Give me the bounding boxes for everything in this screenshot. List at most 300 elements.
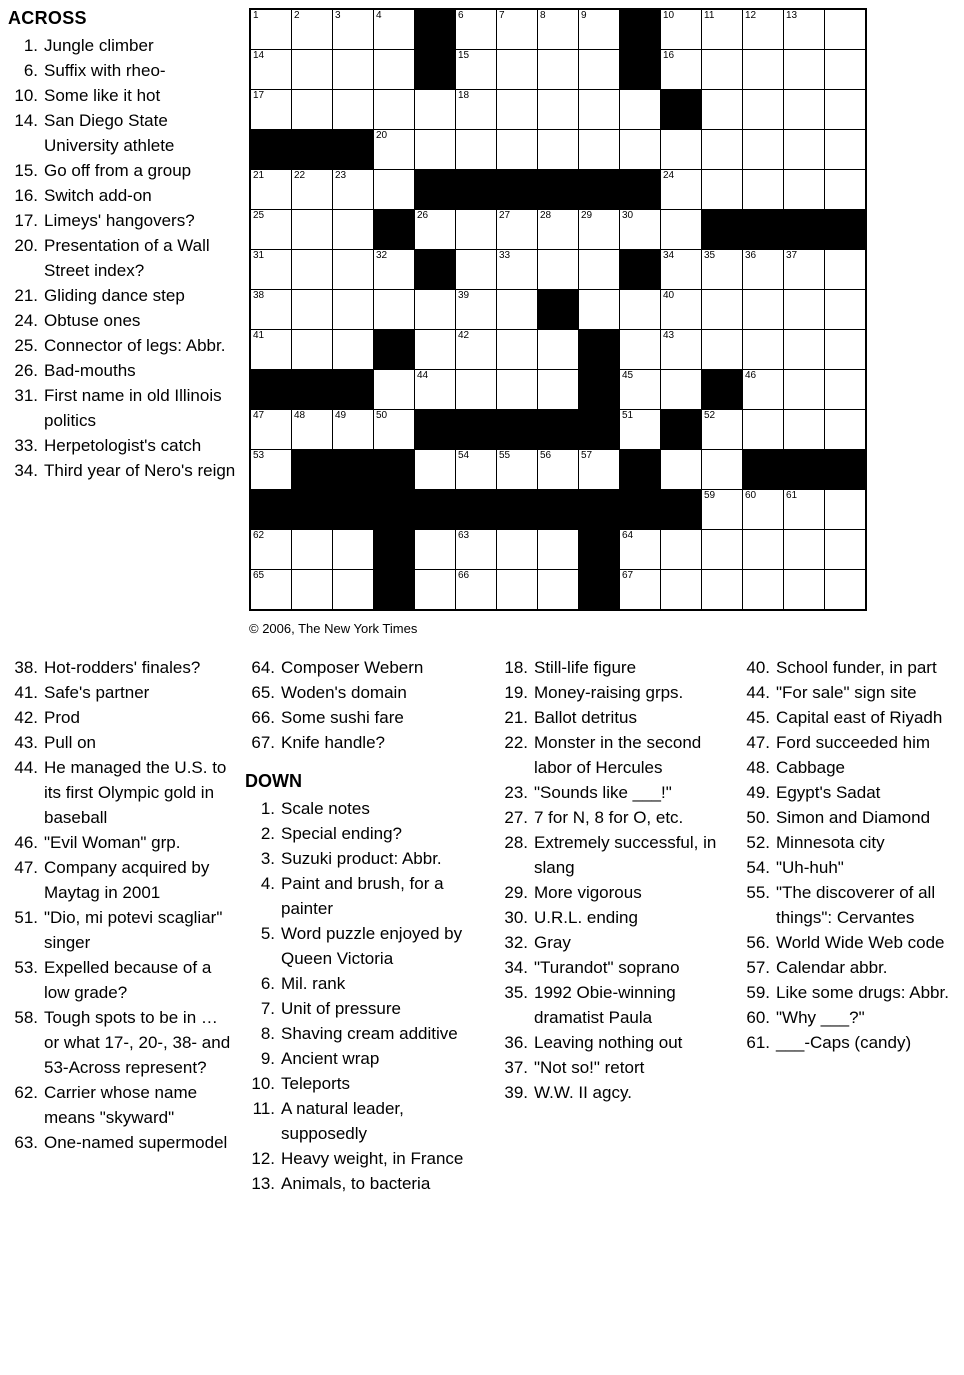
clue-item (8, 183, 236, 208)
grid-cell[interactable] (538, 330, 579, 370)
grid-cell-number: 43 (663, 330, 675, 341)
clue-number: 45. (746, 708, 770, 727)
grid-cell[interactable] (333, 9, 374, 50)
grid-cell[interactable] (702, 9, 743, 50)
grid-cell[interactable] (825, 130, 867, 170)
crossword-grid-table[interactable] (249, 8, 867, 611)
grid-cell[interactable] (661, 9, 702, 50)
grid-cell[interactable] (825, 90, 867, 130)
clue-text: Presentation of a Wall Street index? (44, 236, 210, 280)
grid-cell-block (497, 490, 538, 530)
grid-cell[interactable] (784, 290, 825, 330)
grid-row (250, 210, 866, 250)
clue-number: 11. (252, 1099, 275, 1118)
clue-number: 17. (14, 211, 38, 230)
clue-column-4 (740, 655, 960, 1055)
grid-cell[interactable] (620, 370, 661, 410)
grid-cell[interactable] (579, 450, 620, 490)
grid-cell[interactable] (702, 130, 743, 170)
grid-cell[interactable] (661, 210, 702, 250)
grid-cell[interactable] (292, 330, 333, 370)
grid-cell[interactable] (784, 250, 825, 290)
grid-cell[interactable] (620, 530, 661, 570)
grid-cell[interactable] (374, 9, 415, 50)
grid-cell[interactable] (250, 210, 292, 250)
grid-cell[interactable] (374, 170, 415, 210)
clue-item (498, 805, 728, 830)
grid-cell[interactable] (661, 530, 702, 570)
clue-number: 14. (14, 111, 38, 130)
grid-cell[interactable] (620, 570, 661, 611)
grid-cell[interactable] (456, 9, 497, 50)
clue-column-2 (245, 655, 467, 1196)
grid-cell-block (374, 570, 415, 611)
grid-cell[interactable] (825, 170, 867, 210)
grid-cell[interactable] (702, 530, 743, 570)
clue-text: W.W. II agcy. (534, 1083, 632, 1102)
grid-cell[interactable] (825, 9, 867, 50)
clue-item (245, 655, 467, 680)
grid-cell-number: 51 (622, 410, 634, 421)
grid-cell-block (620, 250, 661, 290)
grid-cell-block (620, 170, 661, 210)
grid-cell[interactable] (784, 330, 825, 370)
clue-number: 41. (14, 683, 38, 702)
grid-cell[interactable] (702, 290, 743, 330)
grid-cell-block (497, 410, 538, 450)
grid-cell[interactable] (661, 370, 702, 410)
grid-cell[interactable] (250, 570, 292, 611)
grid-cell[interactable] (333, 250, 374, 290)
grid-cell-block (456, 490, 497, 530)
clue-item (8, 730, 236, 755)
clue-item (740, 730, 960, 755)
clue-number: 1. (23, 36, 38, 55)
grid-cell[interactable] (743, 530, 784, 570)
grid-cell-number: 38 (253, 290, 265, 301)
clue-item (740, 855, 960, 880)
grid-cell[interactable] (250, 450, 292, 490)
clue-text: Suzuki product: Abbr. (281, 849, 442, 868)
grid-cell[interactable] (538, 90, 579, 130)
grid-cell[interactable] (456, 330, 497, 370)
grid-cell[interactable] (374, 250, 415, 290)
grid-cell[interactable] (415, 530, 456, 570)
grid-cell[interactable] (743, 250, 784, 290)
clue-number: 22. (504, 733, 528, 752)
grid-cell[interactable] (415, 290, 456, 330)
grid-cell[interactable] (579, 9, 620, 50)
grid-cell[interactable] (661, 170, 702, 210)
clue-number: 61. (746, 1033, 770, 1052)
clue-item (8, 108, 236, 158)
grid-cell-number: 23 (335, 170, 347, 181)
grid-cell[interactable] (538, 9, 579, 50)
grid-cell[interactable] (497, 330, 538, 370)
grid-cell-number: 37 (786, 250, 798, 261)
grid-cell[interactable] (620, 330, 661, 370)
grid-cell[interactable] (538, 570, 579, 611)
grid-cell[interactable] (743, 570, 784, 611)
grid-cell-number: 6 (458, 10, 464, 21)
clue-text: San Diego State University athlete (44, 111, 175, 155)
clue-text: Still-life figure (534, 658, 637, 677)
grid-cell[interactable] (538, 450, 579, 490)
grid-cell[interactable] (825, 410, 867, 450)
grid-cell[interactable] (415, 330, 456, 370)
grid-cell[interactable] (374, 410, 415, 450)
grid-cell[interactable] (702, 490, 743, 530)
grid-cell-number: 63 (458, 530, 470, 541)
grid-cell[interactable] (250, 50, 292, 90)
grid-cell[interactable] (250, 410, 292, 450)
grid-cell[interactable] (579, 50, 620, 90)
grid-cell[interactable] (620, 290, 661, 330)
grid-cell[interactable] (579, 210, 620, 250)
clue-text: Jungle climber (44, 36, 154, 55)
grid-cell[interactable] (333, 410, 374, 450)
clue-text: School funder, in part (776, 658, 937, 677)
clue-text: Gray (534, 933, 571, 952)
grid-cell[interactable] (456, 210, 497, 250)
grid-cell[interactable] (784, 410, 825, 450)
grid-cell[interactable] (743, 130, 784, 170)
grid-cell[interactable] (497, 90, 538, 130)
grid-cell-number: 4 (376, 10, 382, 21)
grid-row (250, 250, 866, 290)
grid-cell[interactable] (538, 370, 579, 410)
clue-number: 34. (14, 461, 38, 480)
clue-text: "Dio, mi potevi scagliar" singer (44, 908, 223, 952)
grid-cell[interactable] (743, 170, 784, 210)
grid-cell[interactable] (292, 250, 333, 290)
grid-cell[interactable] (497, 530, 538, 570)
grid-row (250, 490, 866, 530)
grid-cell[interactable] (702, 250, 743, 290)
clue-number: 54. (746, 858, 770, 877)
clue-text: Ballot detritus (534, 708, 637, 727)
grid-cell[interactable] (620, 210, 661, 250)
grid-cell[interactable] (743, 90, 784, 130)
grid-cell[interactable] (250, 290, 292, 330)
grid-cell[interactable] (620, 90, 661, 130)
grid-cell[interactable] (415, 90, 456, 130)
grid-cell[interactable] (784, 130, 825, 170)
clue-number: 57. (746, 958, 770, 977)
clue-number: 28. (504, 833, 528, 852)
clue-item (245, 705, 467, 730)
grid-cell[interactable] (620, 130, 661, 170)
grid-cell[interactable] (456, 250, 497, 290)
grid-cell[interactable] (538, 210, 579, 250)
grid-cell-block (374, 210, 415, 250)
grid-cell[interactable] (825, 570, 867, 611)
grid-cell-number: 9 (581, 10, 587, 21)
grid-cell[interactable] (825, 330, 867, 370)
grid-cell[interactable] (374, 90, 415, 130)
grid-cell[interactable] (456, 370, 497, 410)
clue-number: 9. (260, 1049, 275, 1068)
clue-text: "Not so!" retort (534, 1058, 645, 1077)
clue-number: 13. (251, 1174, 275, 1193)
grid-cell[interactable] (825, 290, 867, 330)
grid-cell[interactable] (784, 9, 825, 50)
grid-cell[interactable] (497, 130, 538, 170)
grid-cell-number: 59 (704, 490, 716, 501)
clue-column-3 (498, 655, 728, 1105)
grid-cell-number: 24 (663, 170, 675, 181)
grid-cell[interactable] (784, 530, 825, 570)
grid-cell[interactable] (292, 570, 333, 611)
grid-cell[interactable] (497, 450, 538, 490)
grid-cell[interactable] (250, 90, 292, 130)
clue-text: Go off from a group (44, 161, 192, 180)
grid-cell-number: 10 (663, 10, 675, 21)
grid-cell[interactable] (292, 50, 333, 90)
clue-text: Bad-mouths (44, 361, 136, 380)
grid-cell-block (250, 130, 292, 170)
grid-cell[interactable] (250, 9, 292, 50)
grid-cell[interactable] (456, 90, 497, 130)
grid-cell[interactable] (784, 170, 825, 210)
grid-cell[interactable] (661, 450, 702, 490)
clue-item (245, 1071, 467, 1096)
crossword-grid-body (250, 9, 866, 610)
grid-cell[interactable] (415, 570, 456, 611)
grid-cell[interactable] (250, 530, 292, 570)
grid-cell[interactable] (292, 170, 333, 210)
across-clue-list-part1 (8, 33, 236, 483)
grid-cell[interactable] (333, 290, 374, 330)
grid-cell[interactable] (456, 530, 497, 570)
grid-cell-number: 66 (458, 570, 470, 581)
grid-cell[interactable] (538, 50, 579, 90)
puzzle-top-region (0, 0, 964, 650)
clue-number: 55. (746, 883, 770, 902)
clue-item (245, 680, 467, 705)
clue-text: Suffix with rheo- (44, 61, 166, 80)
grid-cell[interactable] (579, 290, 620, 330)
grid-cell[interactable] (250, 170, 292, 210)
grid-cell[interactable] (661, 250, 702, 290)
clue-item (8, 58, 236, 83)
grid-cell[interactable] (497, 210, 538, 250)
grid-cell[interactable] (743, 410, 784, 450)
grid-cell[interactable] (333, 170, 374, 210)
grid-cell[interactable] (497, 250, 538, 290)
grid-cell[interactable] (661, 330, 702, 370)
grid-cell-number: 42 (458, 330, 470, 341)
clue-item (8, 283, 236, 308)
grid-cell-block (579, 370, 620, 410)
clue-item (245, 796, 467, 821)
clue-item (498, 705, 728, 730)
grid-cell-block (661, 90, 702, 130)
grid-cell-number: 33 (499, 250, 511, 261)
grid-cell[interactable] (415, 370, 456, 410)
grid-cell[interactable] (825, 250, 867, 290)
grid-cell-number: 50 (376, 410, 388, 421)
grid-cell-block (374, 450, 415, 490)
clue-item (8, 955, 236, 1005)
grid-cell[interactable] (620, 410, 661, 450)
grid-cell[interactable] (292, 210, 333, 250)
grid-cell[interactable] (415, 450, 456, 490)
clue-item (8, 433, 236, 458)
grid-cell-block (661, 490, 702, 530)
grid-cell-number: 40 (663, 290, 675, 301)
clue-text: Money-raising grps. (534, 683, 684, 702)
grid-cell[interactable] (292, 410, 333, 450)
grid-cell[interactable] (456, 570, 497, 611)
grid-cell[interactable] (456, 450, 497, 490)
grid-cell-block (538, 490, 579, 530)
grid-cell[interactable] (497, 370, 538, 410)
grid-cell[interactable] (784, 90, 825, 130)
grid-cell[interactable] (661, 290, 702, 330)
grid-cell-block (333, 130, 374, 170)
grid-cell-number: 14 (253, 50, 265, 61)
grid-cell[interactable] (784, 370, 825, 410)
grid-cell[interactable] (497, 290, 538, 330)
grid-cell[interactable] (784, 490, 825, 530)
clue-text: He managed the U.S. to its first Olympic gold in baseball (44, 758, 227, 827)
grid-cell[interactable] (538, 250, 579, 290)
clue-item (8, 830, 236, 855)
grid-cell[interactable] (743, 370, 784, 410)
clue-item (740, 1030, 960, 1055)
clue-number: 21. (504, 708, 528, 727)
clue-number: 43. (14, 733, 38, 752)
grid-cell-block (374, 490, 415, 530)
grid-cell[interactable] (333, 530, 374, 570)
clue-number: 47. (746, 733, 770, 752)
grid-cell-number: 55 (499, 450, 511, 461)
grid-cell[interactable] (374, 130, 415, 170)
clue-item (8, 233, 236, 283)
grid-cell-block (579, 570, 620, 611)
grid-cell-number: 56 (540, 450, 552, 461)
down-clue-list-part2 (498, 655, 728, 1105)
clue-item (245, 871, 467, 921)
grid-cell[interactable] (825, 370, 867, 410)
grid-cell[interactable] (374, 290, 415, 330)
grid-cell-number: 64 (622, 530, 634, 541)
grid-cell[interactable] (456, 50, 497, 90)
clue-item (245, 1046, 467, 1071)
grid-cell-number: 7 (499, 10, 505, 21)
grid-cell[interactable] (702, 50, 743, 90)
grid-cell[interactable] (743, 490, 784, 530)
grid-cell[interactable] (497, 9, 538, 50)
grid-cell[interactable] (415, 210, 456, 250)
grid-cell[interactable] (743, 290, 784, 330)
grid-cell[interactable] (538, 530, 579, 570)
grid-cell[interactable] (333, 570, 374, 611)
clue-item (8, 83, 236, 108)
grid-cell[interactable] (743, 9, 784, 50)
grid-cell[interactable] (702, 570, 743, 611)
grid-cell-block (415, 410, 456, 450)
grid-cell[interactable] (292, 530, 333, 570)
grid-cell[interactable] (825, 50, 867, 90)
clue-item (498, 930, 728, 955)
clue-number: 21. (14, 286, 38, 305)
grid-cell[interactable] (743, 330, 784, 370)
grid-cell[interactable] (333, 210, 374, 250)
clue-item (8, 655, 236, 680)
grid-cell[interactable] (825, 490, 867, 530)
clue-number: 50. (746, 808, 770, 827)
clue-text: Pull on (44, 733, 96, 752)
grid-row (250, 450, 866, 490)
grid-cell[interactable] (702, 170, 743, 210)
clue-number: 37. (504, 1058, 528, 1077)
grid-cell[interactable] (538, 130, 579, 170)
clue-text: U.R.L. ending (534, 908, 638, 927)
grid-cell[interactable] (784, 570, 825, 611)
clue-text: Special ending? (281, 824, 402, 843)
grid-cell-number: 41 (253, 330, 265, 341)
clue-text: Simon and Diamond (776, 808, 931, 827)
clue-item (740, 1005, 960, 1030)
grid-cell[interactable] (250, 250, 292, 290)
grid-cell[interactable] (661, 130, 702, 170)
grid-cell[interactable] (415, 130, 456, 170)
clue-text: Some like it hot (44, 86, 161, 105)
grid-cell[interactable] (292, 290, 333, 330)
grid-cell-block (743, 450, 784, 490)
grid-cell[interactable] (374, 50, 415, 90)
grid-cell[interactable] (292, 90, 333, 130)
grid-cell[interactable] (333, 90, 374, 130)
grid-cell[interactable] (456, 130, 497, 170)
clue-item (740, 980, 960, 1005)
clue-number: 48. (746, 758, 770, 777)
grid-cell[interactable] (825, 530, 867, 570)
grid-cell[interactable] (579, 250, 620, 290)
crossword-grid[interactable] (249, 8, 867, 611)
grid-cell[interactable] (579, 90, 620, 130)
grid-cell-number: 30 (622, 210, 634, 221)
grid-cell[interactable] (784, 50, 825, 90)
clue-number: 53. (14, 958, 38, 977)
grid-cell[interactable] (579, 130, 620, 170)
grid-cell[interactable] (333, 330, 374, 370)
grid-cell[interactable] (702, 330, 743, 370)
grid-cell[interactable] (702, 90, 743, 130)
grid-cell[interactable] (702, 410, 743, 450)
grid-cell[interactable] (333, 50, 374, 90)
grid-cell[interactable] (702, 450, 743, 490)
clue-number: 44. (14, 758, 38, 777)
grid-cell[interactable] (374, 370, 415, 410)
grid-cell[interactable] (661, 50, 702, 90)
grid-cell[interactable] (292, 9, 333, 50)
grid-cell[interactable] (456, 290, 497, 330)
grid-cell[interactable] (661, 570, 702, 611)
grid-cell-number: 8 (540, 10, 546, 21)
grid-cell[interactable] (497, 50, 538, 90)
grid-cell-block (415, 9, 456, 50)
clue-item (8, 1080, 236, 1130)
clue-item (740, 705, 960, 730)
grid-cell[interactable] (250, 330, 292, 370)
clue-item (498, 980, 728, 1030)
grid-cell[interactable] (743, 50, 784, 90)
clue-number: 1. (260, 799, 275, 818)
grid-cell[interactable] (497, 570, 538, 611)
